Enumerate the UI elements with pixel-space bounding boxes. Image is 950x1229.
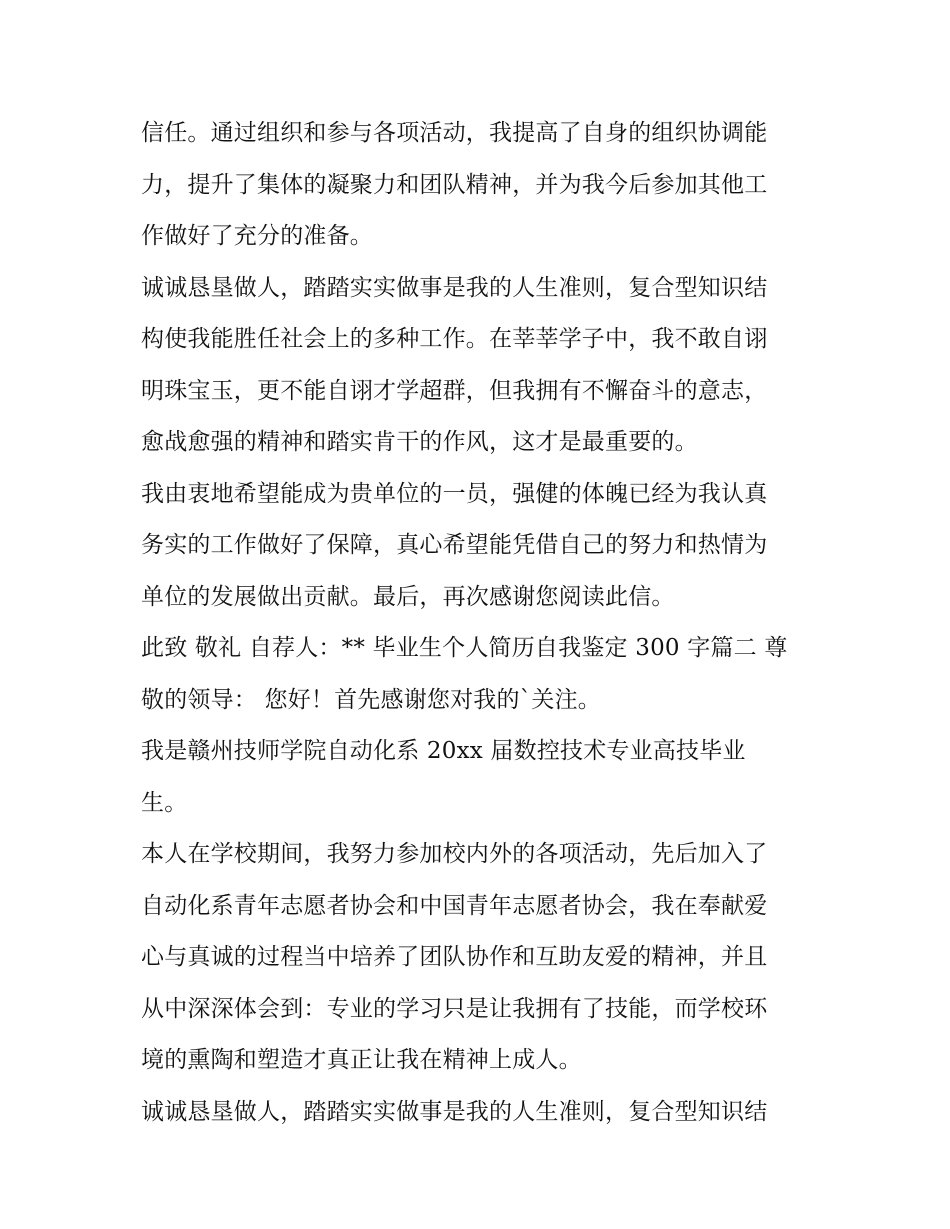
text-line: 自动化系青年志愿者协会和中国青年志愿者协会，我在奉献爱 — [141, 892, 768, 919]
text-line: 此致 敬礼 自荐人：** 毕业生个人简历自我鉴定 300 字篇二 尊 — [141, 635, 788, 661]
text-line: 我是赣州技师学院自动化系 20xx 届数控技术专业高技毕业 — [141, 738, 746, 764]
text-line: 生。 — [141, 789, 188, 816]
text-line: 诚诚恳垦做人，踏踏实实做事是我的人生准则，复合型知识结 — [141, 274, 768, 301]
text-line: 从中深深体会到：专业的学习只是让我拥有了技能，而学校环 — [141, 995, 768, 1022]
text-line: 作做好了充分的准备。 — [141, 223, 373, 249]
text-line: 构使我能胜任社会上的多种工作。在莘莘学子中，我不敢自诩 — [141, 326, 768, 352]
text-line: 信任。通过组织和参与各项活动，我提高了自身的组织协调能 — [141, 120, 768, 146]
text-line: 敬的领导： 您好！首先感谢您对我的`关注。 — [141, 686, 602, 713]
text-line: 境的熏陶和塑造才真正让我在精神上成人。 — [141, 1047, 582, 1073]
text-line: 我由衷地希望能成为贵单位的一员，强健的体魄已经为我认真 — [141, 480, 768, 507]
text-line: 诚诚恳垦做人，踏踏实实做事是我的人生准则，复合型知识结 — [141, 1098, 768, 1125]
text-line: 本人在学校期间，我努力参加校内外的各项活动，先后加入了 — [141, 841, 768, 867]
text-line: 单位的发展做出贡献。最后，再次感谢您阅读此信。 — [141, 583, 675, 610]
text-line: 心与真诚的过程当中培养了团队协作和互助友爱的精神，并且 — [141, 944, 768, 970]
text-line: 务实的工作做好了保障，真心希望能凭借自己的努力和热情为 — [141, 532, 768, 558]
text-line: 力，提升了集体的凝聚力和团队精神，并为我今后参加其他工 — [141, 171, 768, 198]
body-text — [141, 108, 821, 1138]
text-line: 明珠宝玉，更不能自诩才学超群，但我拥有不懈奋斗的意志， — [141, 377, 768, 404]
text-line: 愈战愈强的精神和踏实肯干的作风，这才是最重要的。 — [141, 429, 698, 455]
